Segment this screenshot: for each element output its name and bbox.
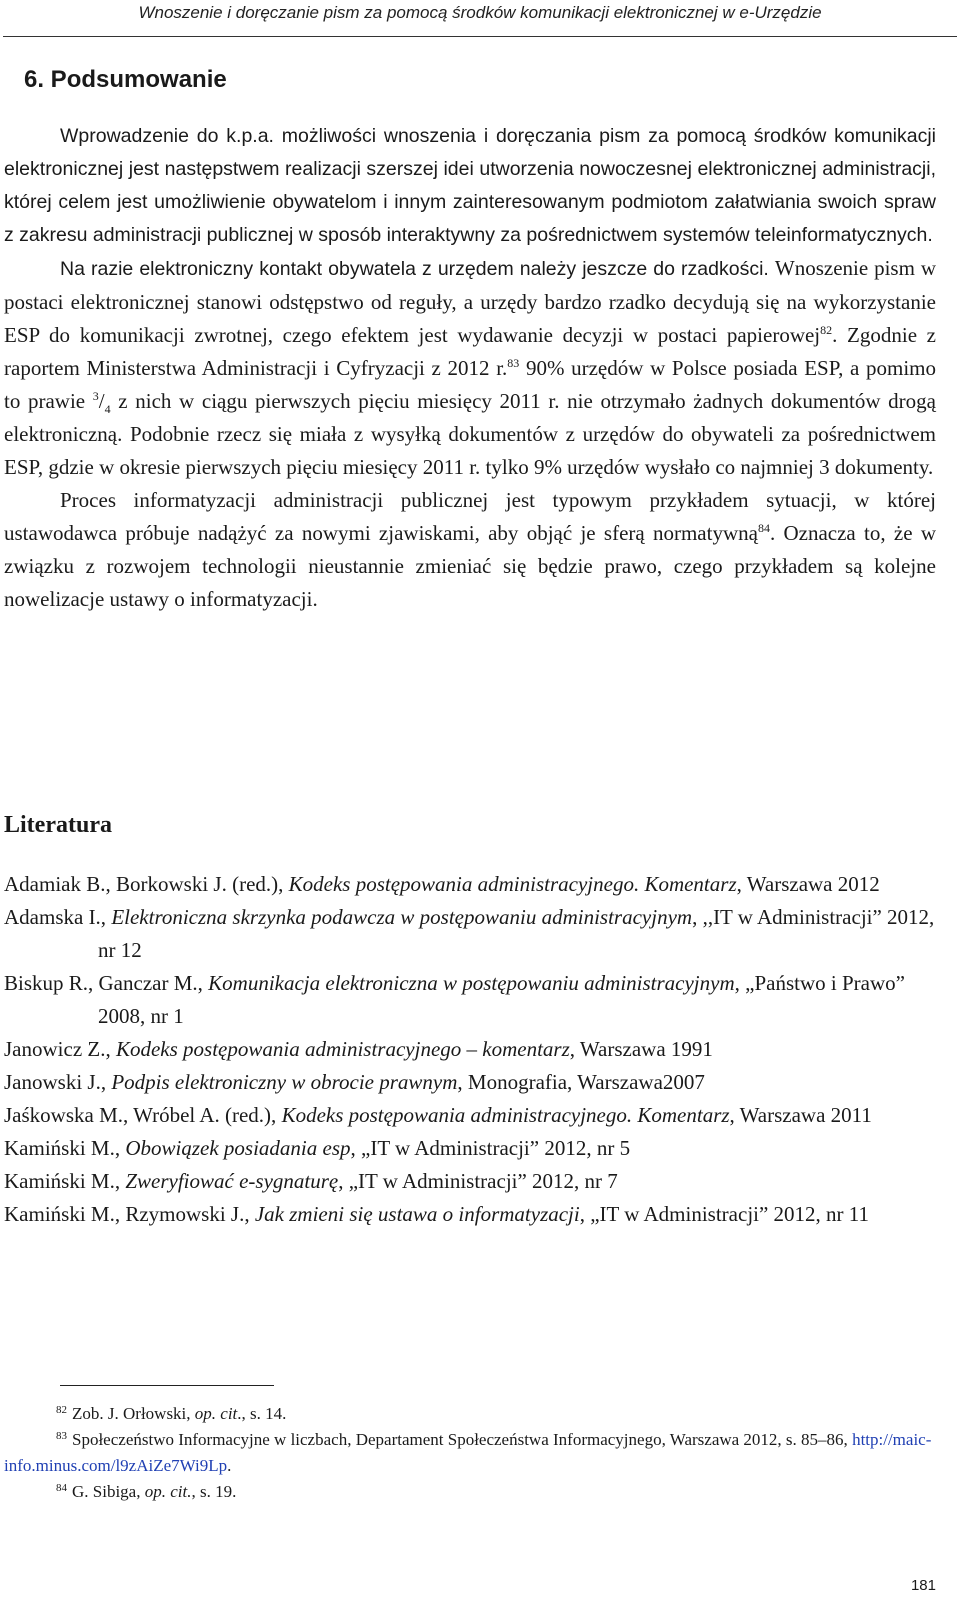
reference-title: Obowiązek posiadania esp [125,1136,351,1160]
footnote-number: 84 [56,1482,67,1494]
reference-item [4,1066,936,1099]
reference-item [4,967,936,1033]
footnote-text: Zob. J. Orłowski, [72,1404,195,1423]
fraction-numerator: 3 [92,389,99,403]
reference-title: Podpis elektroniczny w obrocie prawnym [111,1070,458,1094]
footnote-link[interactable]: http://maic-info.minus.com/l9zAiZe7Wi9Lp [4,1430,932,1475]
reference-item [4,901,936,967]
paragraph-1-body: możliwości wnoszenia i doręczania pism za pomocą środków komunikacji elektronicznej jest następstwem realizacji szerszej idei utworzenia nowoczesnej elektronicznej administracji, której celem jest umożliwienie obywatelom i innym zainteresowanym podmiotom załatwiania swoich spraw z zakresu administracji publicznej w sposób interaktywny za pośrednictwem systemów teleinformatycznych. [4,125,937,246]
reference-details: , Warszawa 2011 [729,1103,872,1127]
reference-item [4,1099,936,1132]
reference-title: Komunikacja elektroniczna w postępowaniu administracyjnym [208,971,735,995]
reference-author: Janowicz Z., [4,1037,116,1061]
reference-details: , ,,IT w Administracji” 2012, nr 12 [98,905,935,962]
reference-item [4,1132,936,1165]
paragraph-2: Na razie elektroniczny kontakt obywatela z urzędem należy jeszcze do rzadkości. Wnoszenie pism w postaci elektronicznej stanowi odstępstwo od reguły, a urzędy bardzo rzadko decydują się na wykorzystanie ESP do komunikacji zwrotnej, czego efektem jest wydawanie decyzji w postaci papierowej$^{82}$. Zgodnie z raportem Ministerstwa Administracji i Cyfryzacji z 2012 r.$^{83}$ 90% urzędów w Polsce posiada ESP, a pomimo to prawie $^3/_4$ z nich w ciągu pierwszych pięciu miesięcy 2011 r. nie otrzymało żadnych dokumentów drogą elektroniczną. Podobnie rzecz się miała z wysyłką dokumentów z urzędów do obywateli za pośrednictwem ESP, gdzie w okresie pierwszych pięciu miesięcy 2011 r. tylko 9% urzędów wysłało co najmniej 3 dokumenty. [4,256,937,479]
reference-item [4,1033,936,1066]
reference-author: Adamiak B., Borkowski J. (red.), [4,872,289,896]
paragraph-2-text-d: z nich w ciągu pierwszych pięciu miesięcy 2011 r. nie otrzymało żadnych dokumentów drogą elektroniczną. Podobnie rzecz się miała z wysyłką dokumentów z urzędów do obywateli za pośrednictwem ESP, gdzie w okresie pierwszych pięciu miesięcy 2011 r. tylko 9% urzędów wysłało co najmniej 3 dokumenty. [4,389,936,479]
paragraph-3-text-b: . Oznacza to, że w związku z rozwojem technologii nieustannie zmieniać się będzie prawo, czego przykładem są kolejne nowelizacje ustawy o informatyzacji. [4,521,936,611]
reference-author: Kamiński M., [4,1169,126,1193]
reference-details: , „IT w Administracji” 2012, nr 11 [579,1202,870,1226]
footnote-text: , s. 19. [191,1482,237,1501]
reference-item [4,1198,936,1231]
paragraph-1-lead: Wprowadzenie do k.p.a. [60,125,282,147]
reference-item [4,1165,936,1198]
running-header: Wnoszenie i doręczanie pism za pomocą środków komunikacji elektronicznej w e-Urzędzie [138,3,822,22]
footnote-ref-84[interactable]: 84 [757,521,770,535]
footnotes [4,1401,936,1505]
footnote-text: . [227,1456,232,1475]
reference-title: Kodeks postępowania administracyjnego – komentarz [115,1037,570,1061]
paragraph-1 [4,120,936,252]
footnote-number: 83 [56,1430,67,1442]
footnote-rule [60,1385,274,1386]
footnote-text: G. Sibiga, [72,1482,145,1501]
reference-author: Janowski J., [4,1070,112,1094]
reference-list [4,868,936,1231]
paragraph-3-text-a: Proces informatyzacji administracji publicznej jest typowym przykładem sytuacji, w której ustawodawca próbuje nadążyć za nowymi zjawiskami, aby objąć je sferą normatywną [4,488,936,545]
reference-author: Jaśkowska M., Wróbel A. (red.), [4,1103,282,1127]
literature-title: Literatura [4,812,112,838]
paragraph-2-text-a: Wnoszenie pism w postaci elektronicznej stanowi odstępstwo od reguły, a urzędy bardzo rzadko decydują się na wykorzystanie ESP do komunikacji zwrotnej, czego efektem jest wydawanie decyzji w postaci papierowej [4,256,937,347]
footnote-italic: op. cit. [144,1482,192,1501]
footnote-ref-82[interactable]: 82 [820,323,833,337]
footnote-number: 82 [56,1404,67,1416]
footnote-83 [4,1427,936,1479]
reference-item [4,868,936,901]
footnote-ref-83[interactable]: 83 [507,356,520,370]
footnote-text: Społeczeństwo Informacyjne w liczbach, Departament Społeczeństwa Informacyjnego, Warszawa 2012, s. 85–86, [72,1430,853,1449]
reference-title: Zweryfiować e-sygnaturę [125,1169,339,1193]
reference-details: , Monografia, Warszawa2007 [457,1070,705,1094]
reference-details: , „IT w Administracji” 2012, nr 7 [338,1169,618,1193]
body-text [4,120,936,616]
fraction-denominator: 4 [104,402,111,416]
header-rule [3,36,957,37]
footnote-italic: op. cit [194,1404,238,1423]
reference-title: Elektroniczna skrzynka podawcza w postępowaniu administracyjnym [111,905,693,929]
reference-title: Kodeks postępowania administracyjnego. Komentarz [288,872,737,896]
paragraph-2-text-b: . Zgodnie z raportem Ministerstwa Administracji i Cyfryzacji z 2012 r. [4,323,936,380]
reference-author: Kamiński M., [4,1136,126,1160]
reference-title: Kodeks postępowania administracyjnego. Komentarz [281,1103,730,1127]
footnote-84 [4,1479,936,1505]
reference-author: Adamska I., [4,905,112,929]
page-number: 181 [910,1577,936,1594]
reference-details: , „Państwo i Prawo” 2008, nr 1 [98,971,905,1028]
reference-author: Biskup R., Ganczar M., [4,971,209,995]
reference-title: Jak zmieni się ustawa o informatyzacji [254,1202,580,1226]
footnote-82 [4,1401,936,1427]
paragraph-3 [4,484,936,616]
reference-details: , „IT w Administracji” 2012, nr 5 [350,1136,631,1160]
reference-author: Kamiński M., Rzymowski J., [4,1202,255,1226]
reference-details: , Warszawa 1991 [569,1037,713,1061]
footnote-text: ., s. 14. [237,1404,287,1423]
section-title: 6. Podsumowanie [24,66,227,93]
paragraph-2-text-c: 90% urzędów w Polsce posiada ESP, a pomimo to prawie [4,356,936,413]
paragraph-2-lead: Na razie elektroniczny kontakt obywatela z urzędem należy jeszcze do rzadkości. [60,258,775,280]
reference-details: , Warszawa 2012 [736,872,880,896]
